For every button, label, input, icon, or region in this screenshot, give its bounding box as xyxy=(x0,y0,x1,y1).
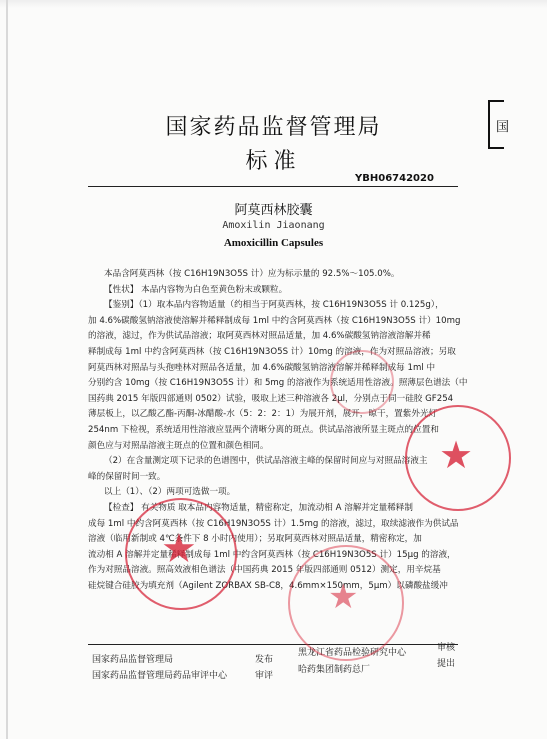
org-title: 国家药品监督管理局 xyxy=(165,115,382,140)
seal-star-icon: ★ xyxy=(439,433,474,477)
body-line: 【鉴别】（1）取本品内容物适量（约相当于阿莫西林，按 C16H19N3O5S 计 0.125g）， xyxy=(104,300,444,311)
verify-label: 审核 xyxy=(437,643,456,653)
company-seal-stamp xyxy=(405,405,511,511)
drug-name-chinese: 阿莫西林胶囊 xyxy=(234,203,313,218)
body-line: 分别约含 10mg（按 C16H19N3O5S 计）和 5mg 的溶液作为系统适用性溶液。照薄层色谱法（中 xyxy=(88,378,468,389)
faint-seal-stamp xyxy=(330,350,394,414)
body-line: 流动相 A 溶解并定量稀释制成每 1ml 中约含阿莫西林（按 C16H19N3O5S 计）15μg 的溶液， xyxy=(88,549,456,560)
drug-name-pinyin: Amoxilin Jiaonang xyxy=(222,220,325,231)
seal-star-icon: ★ xyxy=(161,526,197,572)
body-line: 作为对照品溶液。照高效液相色谱法（中国药典 2015 年版四部通则 0512）测定，用辛烷基 xyxy=(88,565,441,576)
body-line: 颜色应与对照品溶液主斑点的位置和颜色相同。 xyxy=(88,440,269,451)
seal-star-icon: ★ xyxy=(328,577,359,617)
body-line: 本品含阿莫西林（按 C16H19N3O5S 计）应为标示量的 92.5%～105.0%。 xyxy=(104,269,400,279)
body-line: 薄层板上，以乙酸乙酯-丙酮-冰醋酸-水（5：2：2：1）为展开剂，展开，晾干，置紫外光灯 xyxy=(88,409,438,420)
issuer-name: 国家药品监督管理局 xyxy=(92,655,174,665)
review-center-name: 国家药品监督管理局药品审评中心 xyxy=(92,671,228,681)
body-line: 国药典 2015 年版四部通则 0502）试验，吸取上述三种溶液各 2μl，分别点于同一硅胶 GF254 xyxy=(88,393,454,404)
testing-institute-name: 黑龙江省药品检验研究中心 xyxy=(298,648,407,658)
applicant-name: 哈药集团制药总厂 xyxy=(298,665,371,675)
body-line: 254nm 下检视，系统适用性溶液应显两个清晰分离的斑点。供试品溶液所显主斑点的位置和 xyxy=(88,424,439,435)
body-line: （2）在含量测定项下记录的色谱图中，供试品溶液主峰的保留时间应与对照品溶液主 xyxy=(104,456,428,467)
page-edge-char: 国 xyxy=(496,120,510,135)
publish-label: 发布 xyxy=(255,655,274,665)
official-seal-stamp xyxy=(125,498,237,610)
review-label: 审评 xyxy=(255,671,274,681)
header-rule xyxy=(88,186,458,187)
drug-name-english: Amoxicillin Capsules xyxy=(223,237,324,249)
body-line: 【检查】 有关物质 取本品内容物适量，精密称定，加流动相 A 溶解并定量稀释制 xyxy=(104,502,413,513)
body-line: 溶液（临用新制或 4℃条件下 8 小时内使用）；另取阿莫西林对照品适量，精密称定，加 xyxy=(88,534,422,545)
doc-type-title: 标准 xyxy=(245,149,302,174)
scan-shadow xyxy=(0,0,547,8)
body-line: 【性状】 本品内容物为白色至黄色粉末或颗粒。 xyxy=(104,284,288,295)
body-line: 加 4.6%碳酸氢钠溶液使溶解并稀释制成每 1ml 中约含阿莫西林（按 C16H19N3O5S 计）10mg xyxy=(88,315,461,326)
body-line: 硅烷键合硅胶为填充剂（Agilent ZORBAX SB-C8，4.6mm×150mm，5μm）以磷酸盐缓冲 xyxy=(88,580,448,591)
body-line: 以上（1）、（2）两项可选做一项。 xyxy=(104,487,236,498)
body-line: 阿莫西林对照品与头孢唑林对照品各适量，加 4.6%碳酸氢钠溶液溶解并稀释制成每 1ml 中 xyxy=(88,362,436,373)
submit-label: 提出 xyxy=(437,659,456,669)
standard-number: YBH06742020 xyxy=(355,173,434,184)
body-line: 释制成每 1ml 中约含阿莫西林（按 C16H19N3O5S 计）10mg 的溶液，作为对照品溶液；另取 xyxy=(88,346,456,357)
institute-seal-stamp xyxy=(288,545,407,661)
body-line: 峰的保留时间一致。 xyxy=(88,471,166,482)
body-line: 的溶液，滤过，作为供试品溶液；取阿莫西林对照品适量，加 4.6%碳酸氢钠溶液溶解并稀 xyxy=(88,331,431,342)
body-line: 成每 1ml 中约含阿莫西林（按 C16H19N3O5S 计）1.5mg 的溶液，滤过，取续滤液作为供试品 xyxy=(88,518,459,529)
